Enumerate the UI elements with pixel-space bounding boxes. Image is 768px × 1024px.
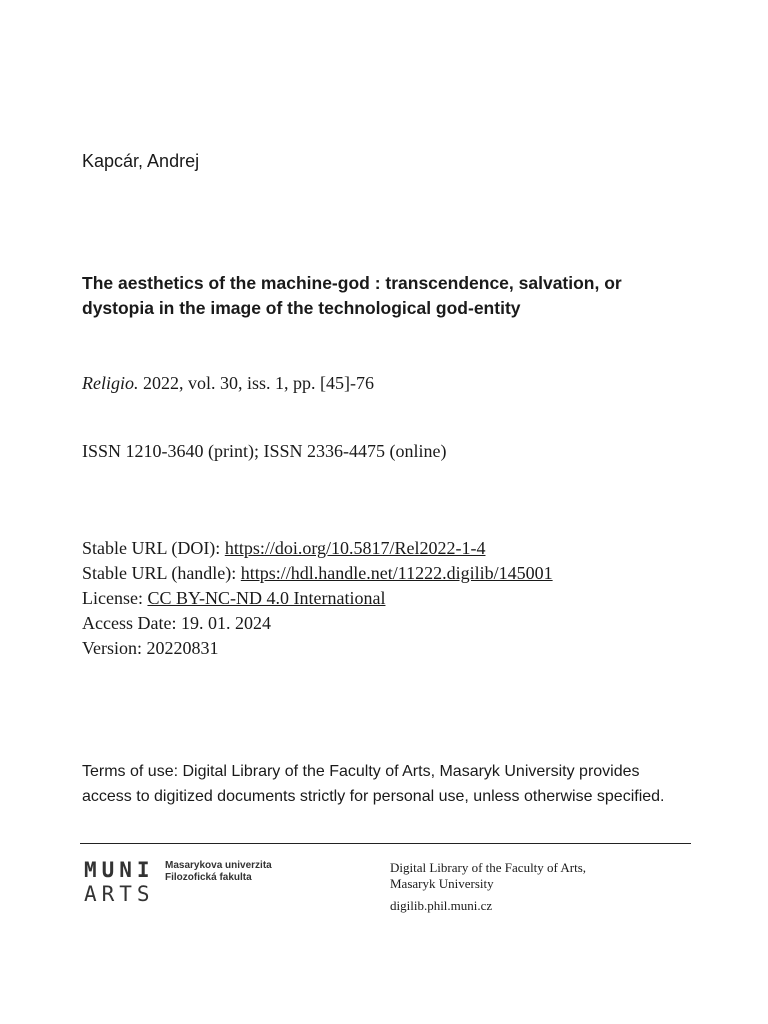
license-link[interactable]: CC BY-NC-ND 4.0 International	[147, 588, 386, 608]
footer-divider	[80, 843, 691, 844]
citation	[82, 373, 374, 394]
logo-muni-text: MUNI	[84, 858, 155, 882]
library-line-2: Masaryk University	[390, 876, 494, 891]
metadata-block	[82, 536, 553, 661]
logo-university: Masarykova univerzita	[165, 860, 272, 871]
library-line-1: Digital Library of the Faculty of Arts,	[390, 860, 587, 875]
author: Kapcár, Andrej	[82, 151, 200, 171]
library-site: digilib.phil.muni.cz	[390, 898, 493, 913]
citation-details: 2022, vol. 30, iss. 1, pp. [45]-76	[138, 373, 374, 393]
article-title: The aesthetics of the machine-god : transcendence, salvation, or dystopia in the image of the technological god-entity	[82, 273, 622, 318]
journal-name: Religio.	[82, 373, 139, 393]
access-date: Access Date: 19. 01. 2024	[82, 613, 271, 633]
issn: ISSN 1210-3640 (print); ISSN 2336-4475 (online)	[82, 441, 447, 461]
muni-arts-logo	[84, 858, 155, 906]
handle-line	[82, 561, 553, 586]
doi-label: Stable URL (DOI):	[82, 538, 225, 558]
library-info	[390, 860, 586, 914]
doi-link[interactable]: https://doi.org/10.5817/Rel2022-1-4	[224, 538, 486, 558]
doi-line	[82, 536, 553, 561]
license-label: License:	[82, 588, 148, 608]
handle-link[interactable]: https://hdl.handle.net/11222.digilib/145001	[240, 563, 553, 583]
version: Version: 20220831	[82, 638, 219, 658]
terms-of-use: Terms of use: Digital Library of the Faculty of Arts, Masaryk University provides access to digitized documents strictly for personal use, unless otherwise specified.	[82, 763, 665, 805]
logo-arts-text: ARTS	[84, 882, 155, 906]
handle-label: Stable URL (handle):	[82, 563, 241, 583]
license-line	[82, 586, 553, 611]
logo-subtitle	[165, 860, 272, 884]
logo-faculty: Filozofická fakulta	[165, 872, 252, 883]
